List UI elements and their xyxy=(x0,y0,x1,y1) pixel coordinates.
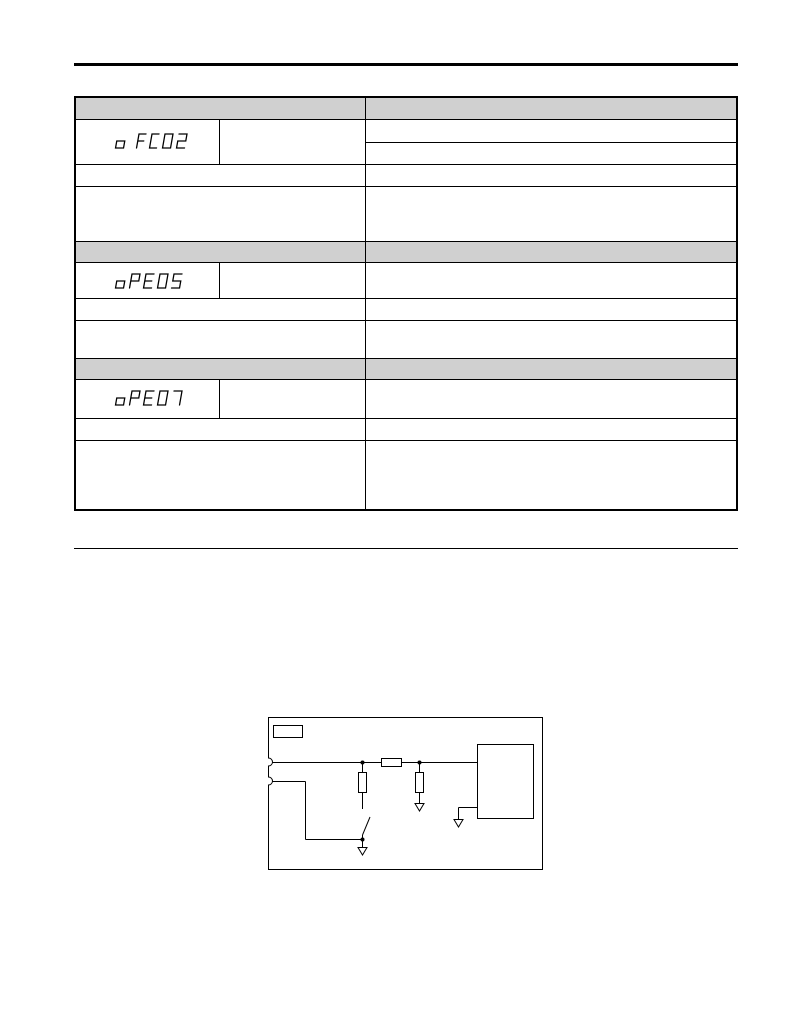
fault-table xyxy=(74,96,738,511)
table-header-row-2 xyxy=(76,241,736,262)
section-rule xyxy=(74,548,738,549)
display-code-ope07 xyxy=(116,391,182,405)
display-code-ofc02 xyxy=(116,134,187,148)
circuit-diagram-svg xyxy=(268,717,544,871)
switch-contact xyxy=(363,817,371,835)
table-header-fills xyxy=(76,98,736,379)
fault-table-grid xyxy=(76,98,736,509)
header-rule xyxy=(74,63,738,66)
pull-resistor-2 xyxy=(416,773,424,793)
terminal-label-box xyxy=(274,726,303,738)
ground-icon xyxy=(358,848,367,856)
processing-block xyxy=(478,745,534,819)
circuit-diagram xyxy=(268,717,544,876)
terminal-top xyxy=(268,758,273,766)
terminal-bottom xyxy=(268,777,273,785)
series-resistor xyxy=(382,759,402,767)
ground-icon xyxy=(454,820,463,828)
display-code-ope05 xyxy=(116,274,182,288)
pull-resistor-1 xyxy=(359,773,367,793)
table-header-row-1 xyxy=(76,98,736,119)
diagram-frame xyxy=(269,718,543,870)
table-header-row-3 xyxy=(76,358,736,379)
ground-icon xyxy=(415,804,424,812)
